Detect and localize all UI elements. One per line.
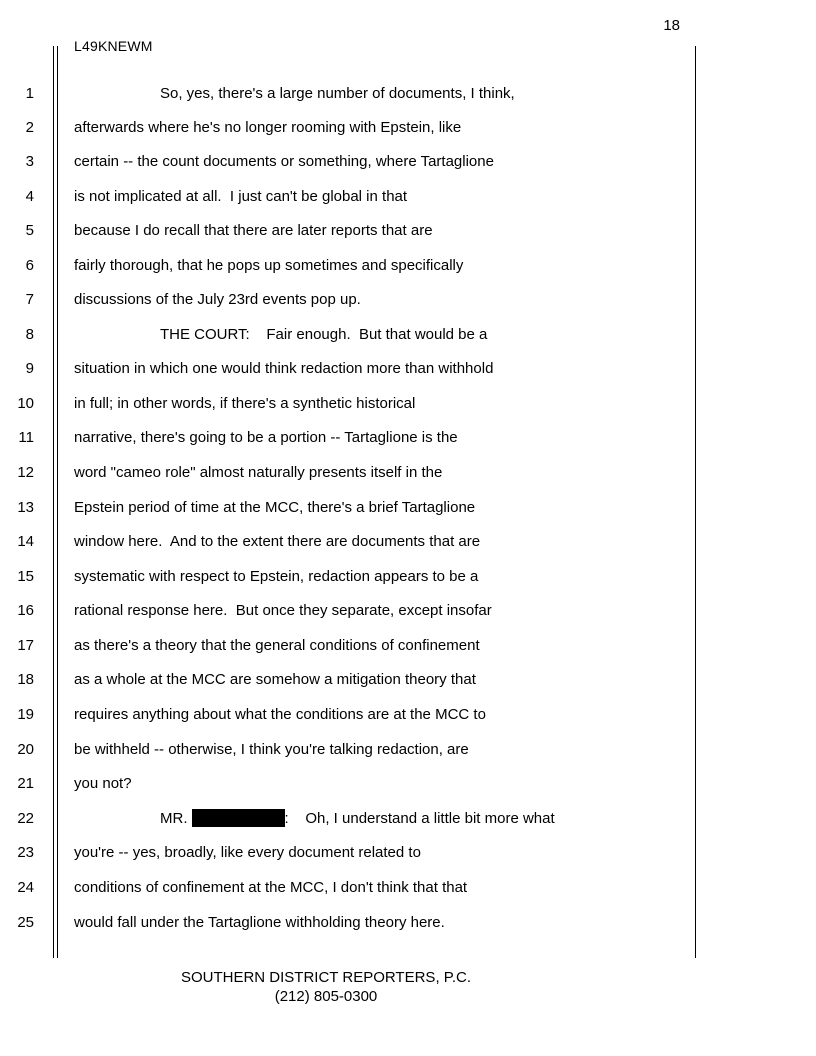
line-text: rational response here. But once they separate, except insofar	[74, 602, 492, 619]
line-text: word "cameo role" almost naturally presents itself in the	[74, 464, 443, 481]
line-number: 9	[25, 360, 34, 377]
line-text: conditions of confinement at the MCC, I don't think that that	[74, 879, 468, 896]
line-text: in full; in other words, if there's a synthetic historical	[74, 395, 416, 412]
transcript-line	[0, 566, 816, 588]
reporter-phone: (212) 805-0300	[274, 988, 378, 1005]
line-text: certain -- the count documents or something, where Tartaglione	[74, 153, 494, 170]
transcript-line	[0, 842, 816, 864]
transcript-line	[0, 739, 816, 761]
line-text: would fall under the Tartaglione withholding theory here.	[74, 914, 445, 931]
line-number: 22	[17, 810, 34, 827]
transcript-line	[0, 186, 816, 208]
transcript-line	[0, 324, 816, 346]
transcript-line	[0, 255, 816, 277]
line-text: systematic with respect to Epstein, redaction appears to be a	[74, 568, 479, 585]
line-number: 1	[25, 85, 34, 102]
line-number: 15	[17, 568, 34, 585]
transcript-line	[0, 151, 816, 173]
reporter-name: SOUTHERN DISTRICT REPORTERS, P.C.	[180, 969, 472, 986]
line-number: 8	[25, 326, 34, 343]
line-number: 17	[17, 637, 34, 654]
transcript-line	[0, 393, 816, 415]
line-number: 23	[17, 844, 34, 861]
line-text: requires anything about what the conditions are at the MCC to	[74, 706, 486, 723]
line-number: 3	[25, 153, 34, 170]
line-text: afterwards where he's no longer rooming with Epstein, like	[74, 119, 462, 136]
transcript-line	[0, 497, 816, 519]
transcript-line	[0, 220, 816, 242]
line-text: discussions of the July 23rd events pop up.	[74, 291, 361, 308]
line-text: Epstein period of time at the MCC, there's a brief Tartaglione	[74, 499, 476, 516]
line-number: 21	[17, 775, 34, 792]
line-number: 18	[17, 671, 34, 688]
transcript-line	[0, 669, 816, 691]
line-number: 13	[17, 499, 34, 516]
transcript-line	[0, 912, 816, 934]
page-number: 18	[663, 17, 680, 34]
line-number: 14	[17, 533, 34, 550]
transcript-line	[0, 462, 816, 484]
line-number: 25	[17, 914, 34, 931]
line-text: as a whole at the MCC are somehow a mitigation theory that	[74, 671, 476, 688]
line-number: 16	[17, 602, 34, 619]
line-number: 20	[17, 741, 34, 758]
transcript-line	[0, 427, 816, 449]
line-number: 4	[25, 188, 34, 205]
speaker-prefix: MR.	[160, 810, 188, 827]
line-text: situation in which one would think redaction more than withhold	[74, 360, 494, 377]
speaker-remainder: : Oh, I understand a little bit more what	[284, 810, 555, 827]
line-text: THE COURT: Fair enough. But that would be a	[160, 326, 488, 343]
line-text: as there's a theory that the general conditions of confinement	[74, 637, 480, 654]
line-number: 12	[17, 464, 34, 481]
transcript-line	[0, 83, 816, 105]
line-number: 6	[25, 257, 34, 274]
line-number: 19	[17, 706, 34, 723]
line-text	[160, 808, 555, 830]
line-text: be withheld -- otherwise, I think you're talking redaction, are	[74, 741, 469, 758]
transcript-line	[0, 600, 816, 622]
line-text: So, yes, there's a large number of documents, I think,	[160, 85, 515, 102]
redaction-box	[192, 809, 285, 827]
transcript-line	[0, 358, 816, 380]
header-code: L49KNEWM	[74, 38, 153, 54]
line-text: you're -- yes, broadly, like every document related to	[74, 844, 421, 861]
transcript-line	[0, 773, 816, 795]
line-number: 11	[18, 429, 34, 446]
transcript-line	[0, 117, 816, 139]
line-text: is not implicated at all. I just can't be global in that	[74, 188, 408, 205]
line-text: you not?	[74, 775, 132, 792]
line-number: 10	[17, 395, 34, 412]
transcript-line	[0, 877, 816, 899]
line-text: fairly thorough, that he pops up sometimes and specifically	[74, 257, 464, 274]
transcript-line	[0, 808, 816, 830]
line-text: because I do recall that there are later reports that are	[74, 222, 433, 239]
line-number: 24	[17, 879, 34, 896]
transcript-line	[0, 289, 816, 311]
transcript-line	[0, 531, 816, 553]
line-text: window here. And to the extent there are documents that are	[74, 533, 481, 550]
line-number: 5	[25, 222, 34, 239]
line-number: 7	[25, 291, 34, 308]
line-number: 2	[25, 119, 34, 136]
transcript-line	[0, 704, 816, 726]
page-footer	[0, 968, 652, 1006]
line-text: narrative, there's going to be a portion -- Tartaglione is the	[74, 429, 458, 446]
transcript-line	[0, 635, 816, 657]
